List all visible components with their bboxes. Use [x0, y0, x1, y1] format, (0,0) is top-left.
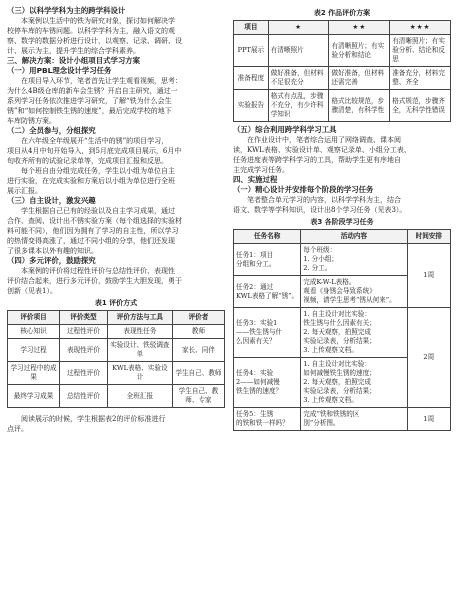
star-rating-header: ★★★: [390, 21, 451, 35]
cell-line: 2——如何减慢: [236, 378, 280, 386]
cell-line: ——铁生锈与什: [236, 328, 283, 336]
table-cell: 做好准备，但材料还需完善: [329, 67, 390, 90]
text-line: 了很多课本以外有趣的知识。: [7, 247, 98, 255]
task-name-cell: [234, 358, 301, 408]
text-line: 为什么4B级仓库的新车会生锈？开启自主研究，通过一: [7, 87, 178, 95]
column-header: 项目: [234, 21, 269, 35]
text-line: 创新（见表1）。: [7, 287, 57, 295]
cell-line: 视频，请学生思考“锈从何来”。: [303, 296, 396, 304]
table-cell: 核心知识: [8, 325, 60, 339]
cell-line: 任务4：实验: [236, 369, 274, 377]
column-header: 评价项目: [8, 311, 60, 325]
table-cell: 格式有点乱，步骤不充分，有少许科学知识: [268, 90, 329, 122]
cell-line: 任务2：通过: [236, 282, 274, 291]
cell-line: 么因素有关？: [236, 337, 276, 345]
text-line: 本案例以生活中的铁为研究对象，探讨如何解决学: [21, 17, 175, 25]
table-row: [234, 308, 451, 358]
table-cell: 总结性评价: [60, 385, 108, 408]
table-cell: 最终学习成果: [8, 385, 60, 408]
table-row: [8, 362, 225, 385]
table-cell: 做好准备，但材料不足很充分: [268, 67, 329, 90]
task-content-cell: [301, 308, 407, 358]
cell-line: 的铁和铁一样吗？: [236, 419, 289, 427]
table-cell: 学习过程: [8, 339, 60, 362]
left-column: [7, 6, 225, 434]
paragraph: [7, 266, 225, 296]
task-content-cell: [301, 244, 407, 276]
table-cell: 学生自己、教师: [172, 362, 224, 385]
table-header-row: [234, 230, 451, 244]
text-line: 展示汇报。: [7, 187, 42, 195]
table-cell: 格式比较规范，步骤清楚，有科学性: [329, 90, 390, 122]
table-cell: 实验设计、铁驳调查单: [107, 339, 172, 362]
paragraph: [233, 195, 451, 215]
table-caption: 表3 各阶段学习任务: [310, 218, 374, 226]
time-cell: 2周: [407, 308, 450, 408]
cell-line: 铁生锈与什么因素有关；: [303, 319, 376, 327]
text-line: 的热情变得高涨了，通过不同小组的分享，他们还发现: [7, 237, 175, 245]
cell-line: 任务3：实验1: [236, 319, 278, 327]
text-line: 车库防锈方案。: [7, 117, 56, 125]
text-line: 校停车库的车锈问题。以科学学科为主，融入语文的观: [7, 27, 175, 35]
text-line: 在作业设计中，笔者综合运用了网络调查、课本阅: [247, 136, 401, 144]
text-line: 察、数学的数据分析进行设计，以观察、记录、调研、设: [7, 37, 182, 45]
text-line: 本案例的评价将过程性评价与总结性评价、表现性: [21, 267, 175, 275]
task-name-cell: [234, 244, 301, 276]
text-line: 阅读展示的时候，学生根据表2的评价标准进行: [21, 415, 166, 423]
section-heading: 四、实施过程: [233, 175, 278, 184]
table-caption: 表1 评价方式: [94, 299, 138, 307]
subsection-heading: （二）全员参与，分组探究: [7, 126, 96, 135]
table-cell: 格式规范，步骤齐全，无科学性错误: [390, 90, 451, 122]
text-line: 合作、查阅、设计出不锈实验方案（每个组选择的实验材: [7, 217, 182, 225]
text-line: 系列学习任务依次推进学习研究，了解“铁为什么会生: [7, 97, 172, 105]
text-line: 评价结合起来，进行多元评价，鼓励学生大胆发现，勇于: [7, 277, 182, 285]
text-line: 读，KWL表格、实验设计单、观察记录单、小组分工表、: [233, 146, 411, 154]
column-header: 评价方法与工具: [107, 311, 172, 325]
cell-line: 别”分析图。: [303, 419, 340, 427]
table-row: [8, 339, 225, 362]
table-row: [234, 35, 451, 67]
cell-line: 3. 上传观察文档。: [303, 396, 358, 404]
cell-line: 观看《身锈会导致系统》: [303, 287, 376, 295]
text-line: 锈”和“如何控制铁生锈的速度”，最后完成学校的地下: [7, 107, 172, 115]
table-cell: 有清晰照片: [268, 35, 329, 67]
text-line: 笔者整合单元学习的内容，以科学学科为主，结合: [247, 196, 401, 204]
cell-line: 1. 自主设计对比实验：: [303, 360, 371, 368]
text-line: 进行实验，在完成实验和方案后以小组为单位进行全班: [7, 177, 175, 185]
text-line: 语文、数学等学科知识，设计出8个学习任务（见表3）。: [233, 206, 407, 214]
subsection-heading: （四）多元评价，鼓励探究: [7, 256, 96, 265]
table-cell: 家长、同伴: [172, 339, 224, 362]
right-column: [233, 6, 451, 431]
cell-line: KWL表格了解“锈”。: [236, 291, 299, 300]
table-cell: 准备充分，材料完整、齐全: [390, 67, 451, 90]
work-evaluation-table: [233, 20, 451, 122]
text-line: 主完成学习任务。: [233, 166, 289, 174]
table-row: [234, 408, 451, 431]
paragraph: [7, 136, 225, 196]
task-name-cell: [234, 408, 301, 431]
cell-line: 3. 上传观察文档。: [303, 346, 358, 354]
table-cell: PPT展示: [234, 35, 269, 67]
text-line: 点评。: [7, 425, 28, 433]
time-cell: 1周: [407, 408, 450, 431]
text-line: 计、展示为主，提升学生的综合学科素养。: [7, 47, 140, 55]
text-line: 在项目导入环节，笔者首先让学生观看视频，思考：: [21, 77, 182, 85]
column-header: 时间安排: [407, 230, 450, 244]
table-cell: 学生自己、教师、专家: [172, 385, 224, 408]
paragraph: [7, 16, 225, 56]
table-cell: 表现性任务: [107, 325, 172, 339]
subsection-heading: （五）综合利用跨学科学习工具: [233, 125, 337, 134]
section-heading: 三、解决方案：设计小组项目式学习方案: [7, 56, 141, 65]
table-cell: 有清晰照片；有实验分析、结论和反思: [390, 35, 451, 67]
cell-line: 1. 自主设计对比实验：: [303, 310, 371, 318]
task-name-cell: [234, 308, 301, 358]
table-cell: 教师: [172, 325, 224, 339]
time-cell: 1周: [407, 244, 450, 308]
table-header-row: [8, 311, 225, 325]
column-header: 活动内容: [301, 230, 407, 244]
table-cell: 过程性评价: [60, 325, 108, 339]
table-row: [234, 67, 451, 90]
cell-line: 1. 分小组；: [303, 255, 339, 263]
text-line: 旬收齐所有的试验记录单等，完成项目汇报和反思。: [7, 157, 168, 165]
cell-line: 实验记录表，分析结果；: [303, 387, 376, 395]
column-header: 评价类型: [60, 311, 108, 325]
table-cell: 表现性评价: [60, 339, 108, 362]
subsection-heading: （三）自主设计，激发兴趣: [7, 196, 96, 205]
task-content-cell: [301, 408, 407, 431]
cell-line: 完成K-W-L表格。: [303, 278, 356, 286]
table-header-row: [234, 21, 451, 35]
table-cell: 准备程度: [234, 67, 269, 90]
paragraph: [7, 206, 225, 256]
cell-line: 完成“铁和铁锈的区: [303, 410, 360, 418]
table-row: [8, 325, 225, 339]
cell-line: 铁生锈的速度？: [236, 387, 283, 395]
cell-line: 2. 分工。: [303, 264, 332, 272]
cell-line: 实验记录表，分析结果；: [303, 337, 376, 345]
text-line: 在六年级全年级展开“生活中的锈”的项目学习，: [21, 137, 169, 145]
task-name-cell: [234, 276, 301, 308]
table-cell: 实验报告: [234, 90, 269, 122]
cell-line: 2. 每天观察，拍照完成: [303, 328, 371, 336]
section-heading: （三）以科学学科为主的跨学科设计: [7, 6, 126, 15]
cell-line: 2. 每天观察，拍照完成: [303, 378, 371, 386]
subsection-heading: （一）精心设计并安排每个阶段的学习任务: [233, 185, 374, 194]
table-cell: 过程性评价: [60, 362, 108, 385]
table-row: [234, 90, 451, 122]
cell-line: 每个班级：: [303, 246, 337, 254]
text-line: 料可能不同），他们因为拥有了学习的自主性，所以学习: [7, 227, 179, 235]
table-row: [234, 244, 451, 276]
subsection-heading: （一）用PBL理念设计学习任务: [7, 66, 112, 75]
star-rating-header: ★★: [329, 21, 390, 35]
paragraph: [7, 76, 225, 126]
text-line: 任务进度表等跨学科学习的工具，帮助学生更有序地自: [233, 156, 401, 164]
task-table: [233, 229, 451, 431]
table-row: [8, 385, 225, 408]
column-header: 任务名称: [234, 230, 301, 244]
text-line: 学生根据自己已有的经验以及自主学习成果，通过: [21, 207, 175, 215]
paragraph: [233, 135, 451, 175]
table-caption: 表2 作品评价方案: [313, 9, 371, 17]
text-line: 项目从4月中旬开始导入，到5月底完成项目展示，6月中: [7, 147, 182, 155]
text-line: 每个班自由分组完成任务，学生以小组为单位自主: [21, 167, 175, 175]
cell-line: 任务5：生锈: [236, 410, 274, 418]
table-cell: 有清晰照片；有实验分析和结论: [329, 35, 390, 67]
table-cell: 学习过程中的成果: [8, 362, 60, 385]
table-cell: 全班汇报: [107, 385, 172, 408]
cell-line: 如何减慢铁生锈的速度；: [303, 369, 376, 377]
cell-line: 任务1：项目: [236, 250, 274, 259]
task-content-cell: [301, 358, 407, 408]
star-rating-header: ★: [268, 21, 329, 35]
task-content-cell: [301, 276, 407, 308]
evaluation-table: [7, 310, 225, 408]
column-header: 评价者: [172, 311, 224, 325]
cell-line: 分组和分工。: [236, 259, 276, 268]
table-cell: KWL表格、实验设计: [107, 362, 172, 385]
